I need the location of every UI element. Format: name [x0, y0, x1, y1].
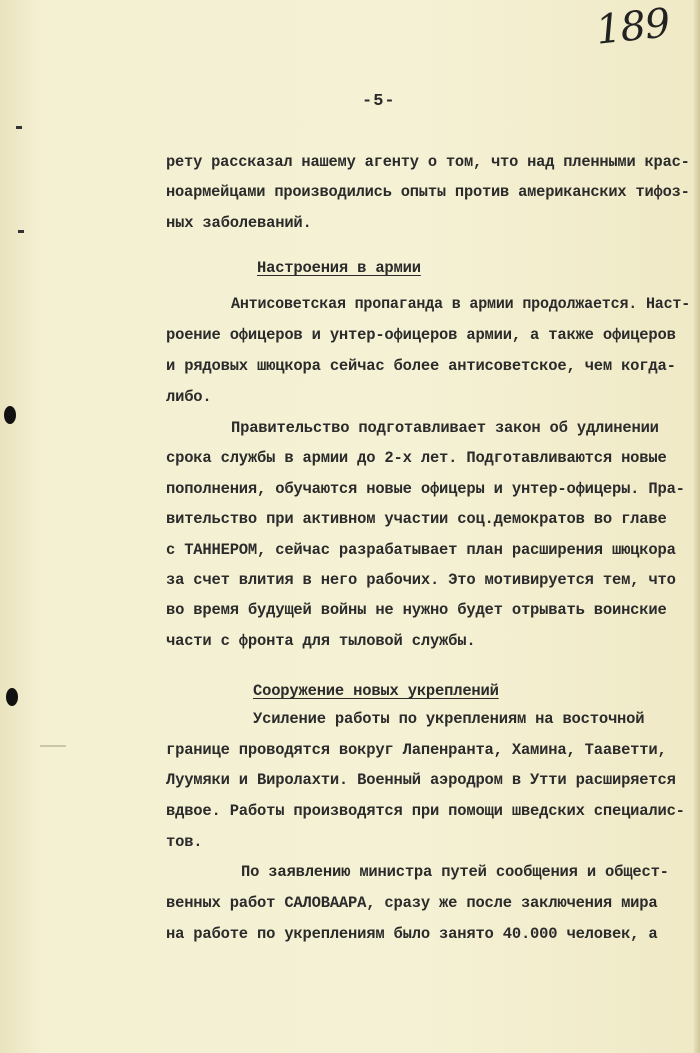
- archive-page-number: 189: [593, 0, 672, 54]
- margin-mark: [18, 230, 24, 233]
- text-line: Луумяки и Виролахти. Военный аэродром в Утти расширяется: [166, 771, 676, 789]
- text-line: и рядовых шюцкора сейчас более антисоветское, чем когда-: [166, 357, 676, 375]
- text-line: вдвое. Работы производятся при помощи шведских специалис-: [166, 802, 685, 820]
- text-line: вительство при активном участии соц.демократов во главе: [166, 510, 667, 528]
- text-line: ноармейцами производились опыты против американских тифоз-: [166, 183, 690, 201]
- text-line: части с фронта для тыловой службы.: [166, 632, 476, 650]
- text-line: По заявлению министра путей сообщения и общест-: [241, 863, 669, 881]
- binder-hole: [6, 688, 18, 706]
- text-line: пополнения, обучаются новые офицеры и унтер-офицеры. Пра-: [166, 480, 685, 498]
- page-number: -5-: [362, 92, 396, 111]
- binder-hole: [4, 406, 16, 424]
- text-line: за счет влития в него рабочих. Это мотивируется тем, что: [166, 571, 676, 589]
- text-line: рету рассказал нашему агенту о том, что над пленными крас-: [166, 153, 690, 171]
- text-line: Усиление работы по укреплениям на восточной: [253, 710, 645, 728]
- margin-mark: [16, 126, 22, 129]
- section-heading: Настроения в армии: [257, 259, 421, 277]
- section-heading: Сооружение новых укреплений: [253, 682, 499, 700]
- text-line: на работе по укреплениям было занято 40.000 человек, а: [166, 925, 658, 943]
- text-line: во время будущей войны не нужно будет отрывать воинские: [166, 601, 667, 619]
- text-line: срока службы в армии до 2-х лет. Подготавливаются новые: [166, 449, 667, 467]
- text-line: тов.: [166, 833, 203, 851]
- text-line: Правительство подготавливает закон об удлинении: [231, 419, 659, 437]
- text-line: роение офицеров и унтер-офицеров армии, а также офицеров: [166, 326, 676, 344]
- text-line: границе проводятся вокруг Лапенранта, Хамина, Тааветти,: [166, 741, 667, 759]
- text-line: либо.: [166, 388, 212, 406]
- text-line: Антисоветская пропаганда в армии продолжается. Наст-: [231, 295, 691, 313]
- text-line: с ТАННЕРОМ, сейчас разрабатывает план расширения шюцкора: [166, 541, 676, 559]
- text-line: венных работ САЛОВААРА, сразу же после заключения мира: [166, 894, 658, 912]
- margin-smudge: [40, 745, 66, 747]
- page-edge: [694, 0, 700, 1053]
- text-line: ных заболеваний.: [166, 214, 312, 232]
